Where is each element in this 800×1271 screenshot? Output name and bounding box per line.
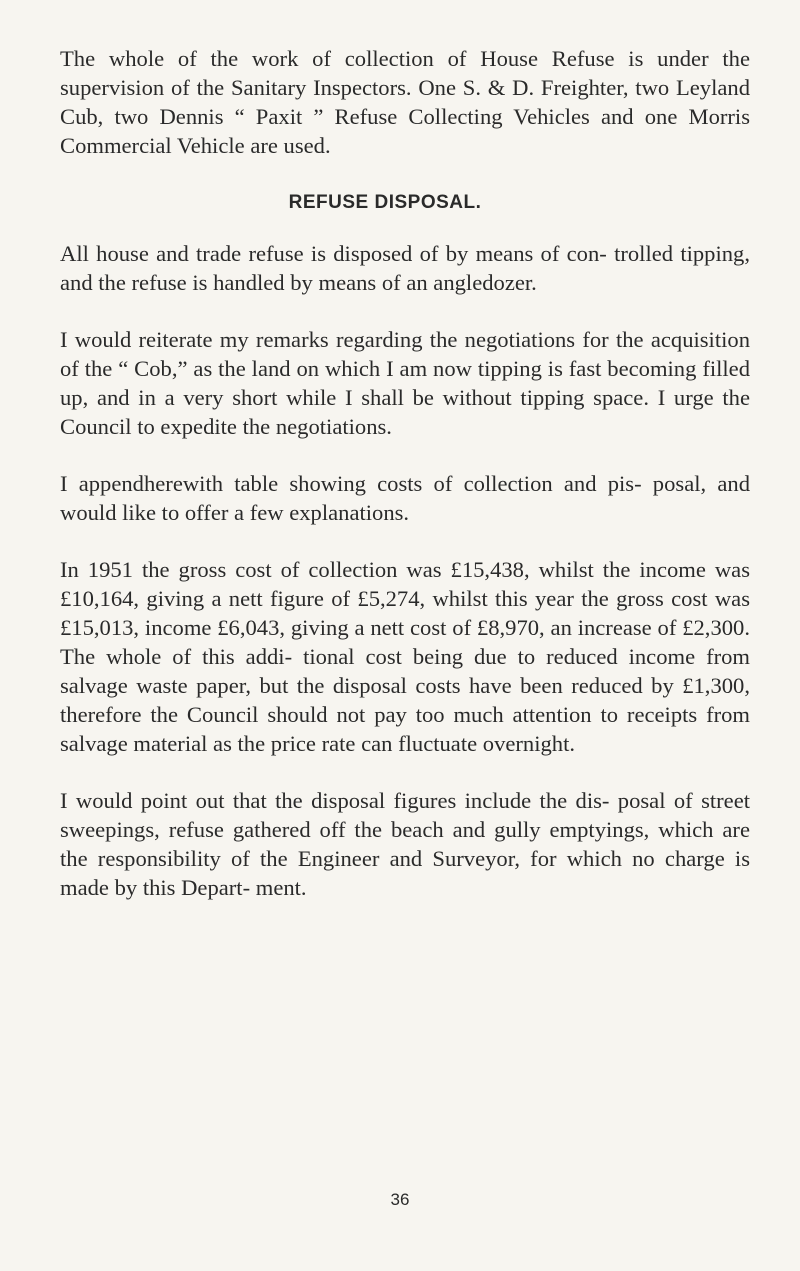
paragraph-tipping: All house and trade refuse is disposed of by means of con- trolled tipping, and the refuse is handled by means of an angledozer. xyxy=(60,241,750,295)
paragraph-disposal-figures: I would point out that the disposal figures include the dis- posal of street sweepings, refuse gathered off the beach and gully emptyings, which are the responsibility of the Engineer and Surveyor, for which no charge is made by this Depart- ment. xyxy=(60,788,750,900)
paragraph-costs: In 1951 the gross cost of collection was £15,438, whilst the income was £10,164, giving a nett figure of £5,274, whilst this year the gross cost was £15,013, income £6,043, giving a nett cost of £8,970, an increase of £2,300. The whole of this addi- tional cost being due to reduced income from salvage waste paper, but the disposal costs have been reduced by £1,300, therefore the Council should not pay too much attention to receipts from salvage material as the price rate can fluctuate overnight. xyxy=(60,557,750,756)
page-number: 36 xyxy=(390,1190,410,1209)
paragraph-negotiations: I would reiterate my remarks regarding the negotiations for the acquisition of the “ Cob,” as the land on which I am now tipping is fast becoming filled up, and in a very short while I shall be without tipping space. I urge the Council to expedite the negotiations. xyxy=(60,327,750,439)
paragraph-table-note: I appendherewith table showing costs of collection and pis- posal, and would like to offer a few explanations. xyxy=(60,471,750,525)
document-page xyxy=(60,44,750,930)
section-heading-refuse-disposal: REFUSE DISPOSAL. xyxy=(288,192,482,213)
paragraph-collection: The whole of the work of collection of House Refuse is under the supervision of the Sanitary Inspectors. One S. & D. Freighter, two Leyland Cub, two Dennis “ Paxit ” Refuse Collecting Vehicles and one Morris Commercial Vehicle are used. xyxy=(60,46,750,158)
